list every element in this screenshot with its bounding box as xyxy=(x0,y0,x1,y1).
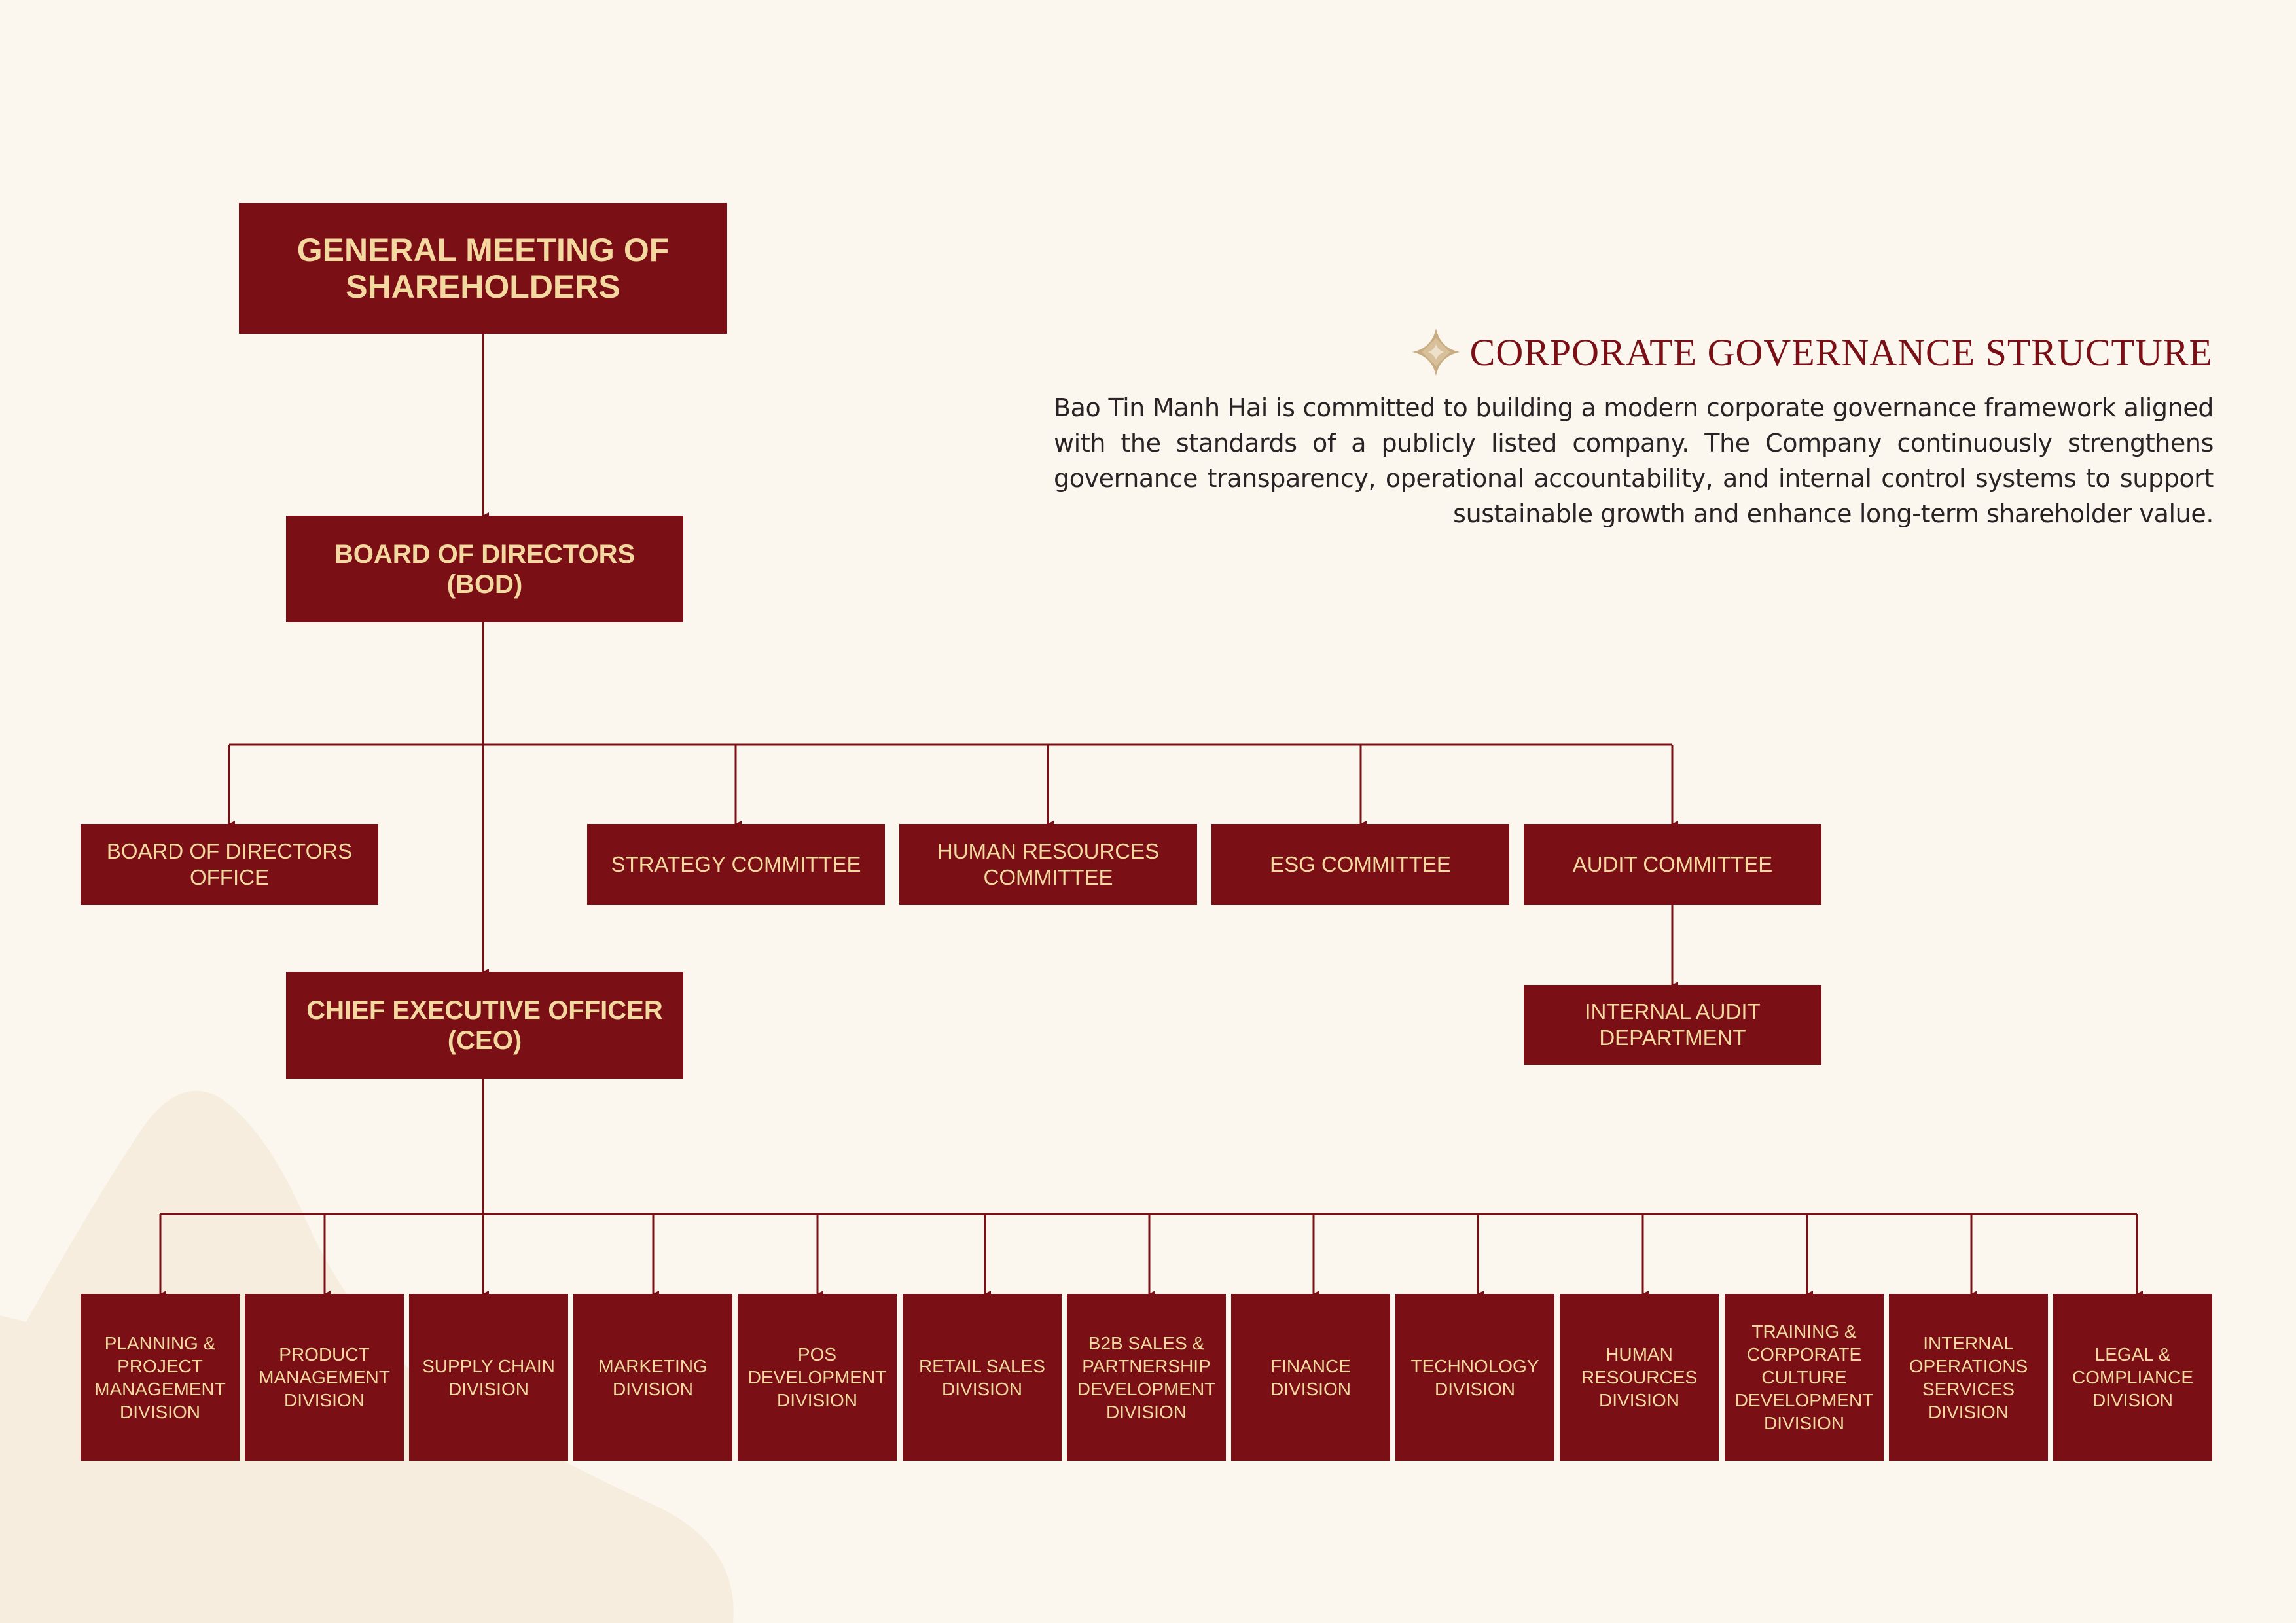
division-label: POS DEVELOPMENT DIVISION xyxy=(747,1344,887,1410)
division-box xyxy=(1560,1294,1719,1461)
general-meeting-of-shareholders-box xyxy=(239,203,727,334)
board-of-directors-box xyxy=(286,516,683,622)
human-resources-committee-box xyxy=(899,824,1197,905)
division-box xyxy=(1889,1294,2048,1461)
division-box xyxy=(245,1294,404,1461)
section-description: Bao Tin Manh Hai is committed to building a modern corporate governance framework aligned with the standards of a publicly listed company. The Company continuously strengthens governance transparency, operational accountability, and internal control systems to support sustainable growth and enhance long-term shareholder value. xyxy=(1054,393,2214,528)
general-meeting-label: GENERAL MEETING OF SHAREHOLDERS xyxy=(296,232,670,305)
esg-committee-box xyxy=(1211,824,1509,905)
section-title xyxy=(1411,327,2213,377)
division-label: LEGAL & COMPLIANCE DIVISION xyxy=(2072,1344,2194,1410)
division-label: INTERNAL OPERATIONS SERVICES DIVISION xyxy=(1909,1332,2028,1422)
audit-committee-box xyxy=(1524,824,1821,905)
division-box xyxy=(1725,1294,1884,1461)
internal-audit-department-box xyxy=(1524,985,1821,1065)
division-label: MARKETING DIVISION xyxy=(598,1355,708,1399)
ceo-label: CHIEF EXECUTIVE OFFICER (CEO) xyxy=(306,995,663,1055)
division-box xyxy=(738,1294,897,1461)
division-label: B2B SALES & PARTNERSHIP DEVELOPMENT DIVISION xyxy=(1077,1332,1216,1422)
division-box xyxy=(903,1294,1062,1461)
division-label: PRODUCT MANAGEMENT DIVISION xyxy=(259,1344,390,1410)
committee-label: ESG COMMITTEE xyxy=(1270,852,1451,876)
division-label: TECHNOLOGY DIVISION xyxy=(1410,1355,1539,1399)
division-label: TRAINING & CORPORATE CULTURE DEVELOPMENT DIVISION xyxy=(1734,1321,1874,1433)
division-box xyxy=(573,1294,732,1461)
committee-label: HUMAN RESOURCES COMMITTEE xyxy=(937,839,1160,889)
committee-label: AUDIT COMMITTEE xyxy=(1572,852,1773,876)
division-box xyxy=(1067,1294,1226,1461)
division-box xyxy=(2053,1294,2212,1461)
section-title-text: CORPORATE GOVERNANCE STRUCTURE xyxy=(1469,330,2213,374)
board-of-directors-office-box xyxy=(81,824,378,905)
diamond-star-icon xyxy=(1411,327,1461,377)
committee-label: STRATEGY COMMITTEE xyxy=(611,852,861,876)
division-label: SUPPLY CHAIN DIVISION xyxy=(422,1355,555,1399)
division-box xyxy=(1395,1294,1554,1461)
internal-audit-label: INTERNAL AUDIT DEPARTMENT xyxy=(1585,999,1761,1050)
division-box xyxy=(81,1294,240,1461)
committee-label: BOARD OF DIRECTORS OFFICE xyxy=(106,839,353,889)
division-label: RETAIL SALES DIVISION xyxy=(919,1355,1045,1399)
division-label: PLANNING & PROJECT MANAGEMENT DIVISION xyxy=(94,1332,226,1422)
board-of-directors-label: BOARD OF DIRECTORS (BOD) xyxy=(334,539,636,599)
division-label: FINANCE DIVISION xyxy=(1270,1355,1351,1399)
ceo-box xyxy=(286,972,683,1079)
division-label: HUMAN RESOURCES DIVISION xyxy=(1581,1344,1698,1410)
strategy-committee-box xyxy=(587,824,885,905)
division-box xyxy=(1231,1294,1390,1461)
division-box xyxy=(409,1294,568,1461)
